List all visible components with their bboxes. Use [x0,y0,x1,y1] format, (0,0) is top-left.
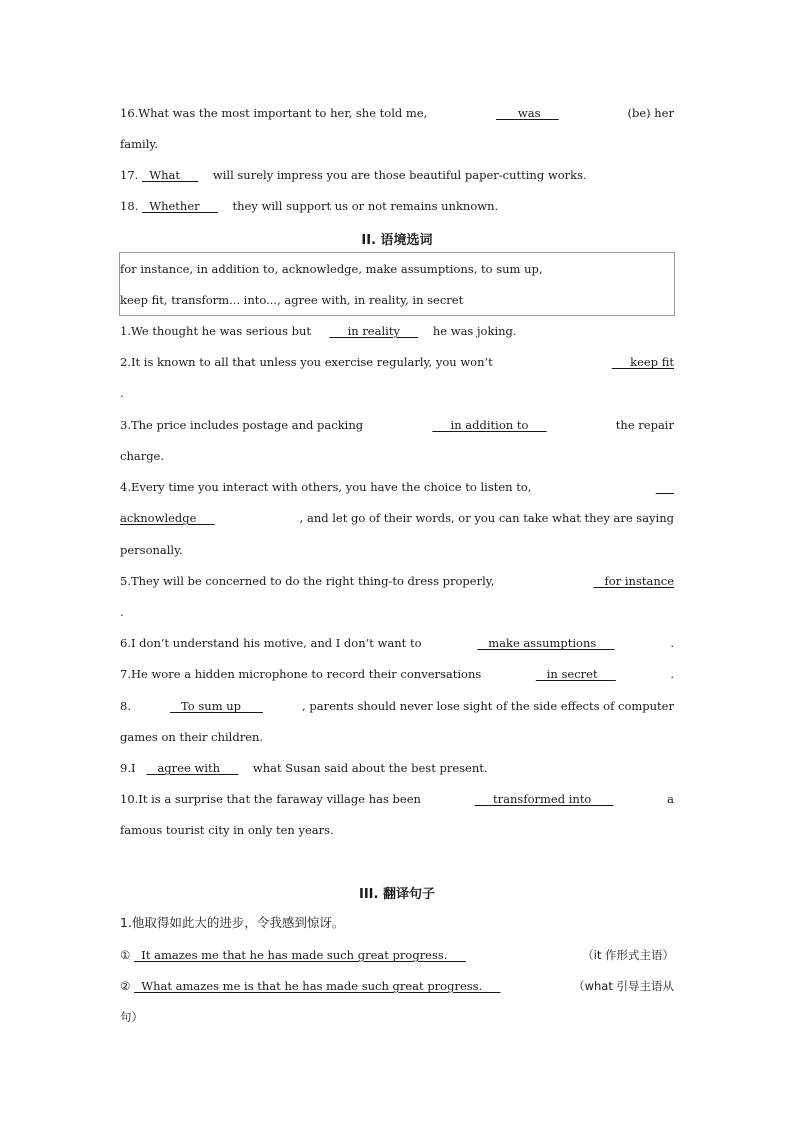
question-number: 17. [120,168,139,182]
translation-answer-1 [120,947,674,963]
question-text: 3.The price includes postage and packing [120,418,364,432]
question-text: they will support us or not remains unknown. [232,199,499,213]
question-10-line1 [120,791,674,807]
question-text: 6.I don’t understand his motive, and I don’t want to [120,636,422,650]
question-7 [120,666,674,682]
question-text: 9.I [120,761,136,775]
answer-blank: Whether [141,199,218,213]
answer-blank: agree with [146,761,239,775]
answer-blank: in secret [535,667,616,681]
answer-blank: To sum up [170,699,263,713]
question-4-line1 [120,479,674,495]
question-17 [120,167,674,183]
question-2 [120,354,674,370]
question-2-end: . [120,386,124,400]
word-bank-line1: for instance, in addition to, acknowledge, make assumptions, to sum up, [120,262,543,276]
question-text: he was joking. [432,324,517,338]
question-1 [120,323,674,339]
answer-blank: make assumptions [477,636,615,650]
question-text: 16.What was the most important to her, she told me, [120,106,428,120]
section-heading-3: III. 翻译句子 [359,887,435,902]
answer-blank: was [495,106,559,120]
question-6 [120,635,674,651]
answer-blank: acknowledge [120,511,215,525]
question-end: . [670,636,674,650]
circled-number-1: ① [120,948,131,962]
question-text: will surely impress you are those beautiful paper-cutting works. [212,168,587,182]
question-text: 4.Every time you interact with others, you have the choice to listen to, [120,480,532,494]
question-18 [120,198,674,214]
question-3-line1 [120,417,674,433]
question-text: 1.We thought he was serious but [120,324,312,338]
question-4-line3: personally. [120,543,183,557]
question-text: 10.It is a surprise that the faraway village has been [120,792,421,806]
translation-note: （it 作形式主语） [582,948,674,962]
answer-blank: for instance [593,574,674,588]
translation-question-1: 1.他取得如此大的进步，令我感到惊讶。 [120,915,345,930]
question-8-line1 [120,698,674,714]
answer-blank-start [656,479,674,495]
translation-note-line2: 句） [120,1010,143,1024]
question-number: 8. [120,699,131,713]
question-8-line2: games on their children. [120,730,264,744]
question-text: the repair [615,418,674,432]
question-3-line2: charge. [120,449,165,463]
question-5-end: . [120,605,124,619]
question-4-line2 [120,510,674,526]
question-text: 5.They will be concerned to do the right thing-to dress properly, [120,574,495,588]
answer-blank: What amazes me is that he has made such great progress. [133,979,501,993]
circled-number-2: ② [120,979,131,993]
question-5 [120,573,674,589]
question-16-line1 [120,105,674,121]
question-text: a [667,792,674,806]
question-text: , parents should never lose sight of the side effects of computer [302,699,674,713]
answer-blank: What [141,168,199,182]
question-text: 2.It is known to all that unless you exercise regularly, you won’t [120,355,493,369]
answer-blank: in reality [329,324,419,338]
answer-blank: in addition to [432,418,547,432]
question-10-line2: famous tourist city in only ten years. [120,823,334,837]
section-heading-2: II. 语境选词 [361,233,433,248]
answer-blank: keep fit [611,355,674,369]
question-16-line2: family. [120,137,158,151]
translation-answer-2 [120,978,674,994]
answer-blank: It amazes me that he has made such great progress. [133,948,466,962]
answer-blank: transformed into [474,792,614,806]
question-text: (be) her [627,106,674,120]
question-9 [120,760,674,776]
question-text: what Susan said about the best present. [252,761,488,775]
question-text: , and let go of their words, or you can take what they are saying [299,511,674,525]
question-number: 18. [120,199,139,213]
word-bank-line2: keep fit, transform... into..., agree with, in reality, in secret [120,293,464,307]
translation-note: （what 引导主语从 [573,979,674,993]
question-end: . [670,667,674,681]
question-text: 7.He wore a hidden microphone to record their conversations [120,667,482,681]
